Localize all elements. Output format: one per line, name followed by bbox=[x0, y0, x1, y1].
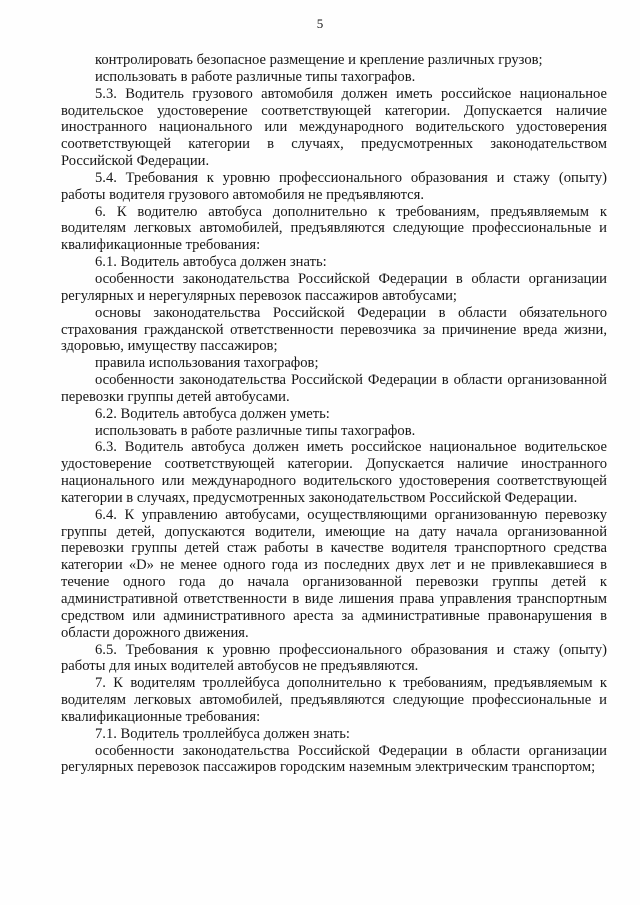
paragraph: 7. К водителям троллейбуса дополнительно к требованиям, предъявляемым к водителям легковых автомобилей, предъявляются следующие профессиональные и квалификационные требования: bbox=[61, 675, 607, 725]
paragraph: особенности законодательства Российской Федерации в области организации регулярных и нерегулярных перевозок пассажиров автобусами; bbox=[61, 270, 607, 304]
paragraph: 7.1. Водитель троллейбуса должен знать: bbox=[95, 725, 350, 742]
paragraph: 6.5. Требования к уровню профессионального образования и стажу (опыту) работы для иных водителей автобусов не предъявляются. bbox=[61, 641, 607, 675]
paragraph: 5.3. Водитель грузового автомобиля должен иметь российское национальное водительское удостоверение соответствующей категории. Допускается наличие иностранного национального или международного водительского удостоверения соответствующей категории в случаях, предусмотренных законодательством Российской Федерации. bbox=[61, 85, 607, 170]
paragraph: контролировать безопасное размещение и крепление различных грузов; bbox=[95, 52, 543, 68]
paragraph: 6.2. Водитель автобуса должен уметь: bbox=[95, 405, 330, 422]
paragraph: использовать в работе различные типы тахографов. bbox=[95, 68, 416, 85]
document-body bbox=[61, 52, 607, 776]
paragraph: использовать в работе различные типы тахографов. bbox=[95, 422, 416, 439]
paragraph: особенности законодательства Российской Федерации в области организации регулярных перевозок пассажиров городским наземным электрическим транспортом; bbox=[61, 742, 607, 776]
paragraph: основы законодательства Российской Федерации в области обязательного страхования гражданской ответственности перевозчика за причинение вреда жизни, здоровью, имуществу пассажиров; bbox=[61, 304, 607, 355]
paragraph: правила использования тахографов; bbox=[95, 355, 319, 372]
paragraph: 6.1. Водитель автобуса должен знать: bbox=[95, 254, 327, 271]
paragraph: 6. К водителю автобуса дополнительно к требованиям, предъявляемым к водителям легковых автомобилей, предъявляются следующие профессиональные и квалификационные требования: bbox=[61, 203, 607, 254]
page-number: 5 bbox=[316, 16, 324, 31]
paragraph: 6.3. Водитель автобуса должен иметь российское национальное водительское удостоверение соответствующей категории. Допускается наличие иностранного национального или международного водительского удостоверения соответствующей категории в случаях, предусмотренных законодательством Российской Федерации. bbox=[61, 439, 607, 506]
paragraph: 5.4. Требования к уровню профессионального образования и стажу (опыту) работы водителя грузового автомобиля не предъявляются. bbox=[61, 169, 607, 203]
paragraph: особенности законодательства Российской Федерации в области организованной перевозки группы детей автобусами. bbox=[61, 372, 607, 405]
paragraph: 6.4. К управлению автобусами, осуществляющими организованную перевозку группы детей, допускаются водители, имеющие на дату начала организованной перевозки группы детей стаж работы в качестве водителя транспортного средства категории «D» не менее одного года из последних двух лет и не привлекавшиеся в течение одного года до начала организованной перевозки группы детей к административной ответственности в виде лишения права управления транспортным средством или административного ареста за административные правонарушения в области дорожного движения. bbox=[61, 506, 607, 641]
